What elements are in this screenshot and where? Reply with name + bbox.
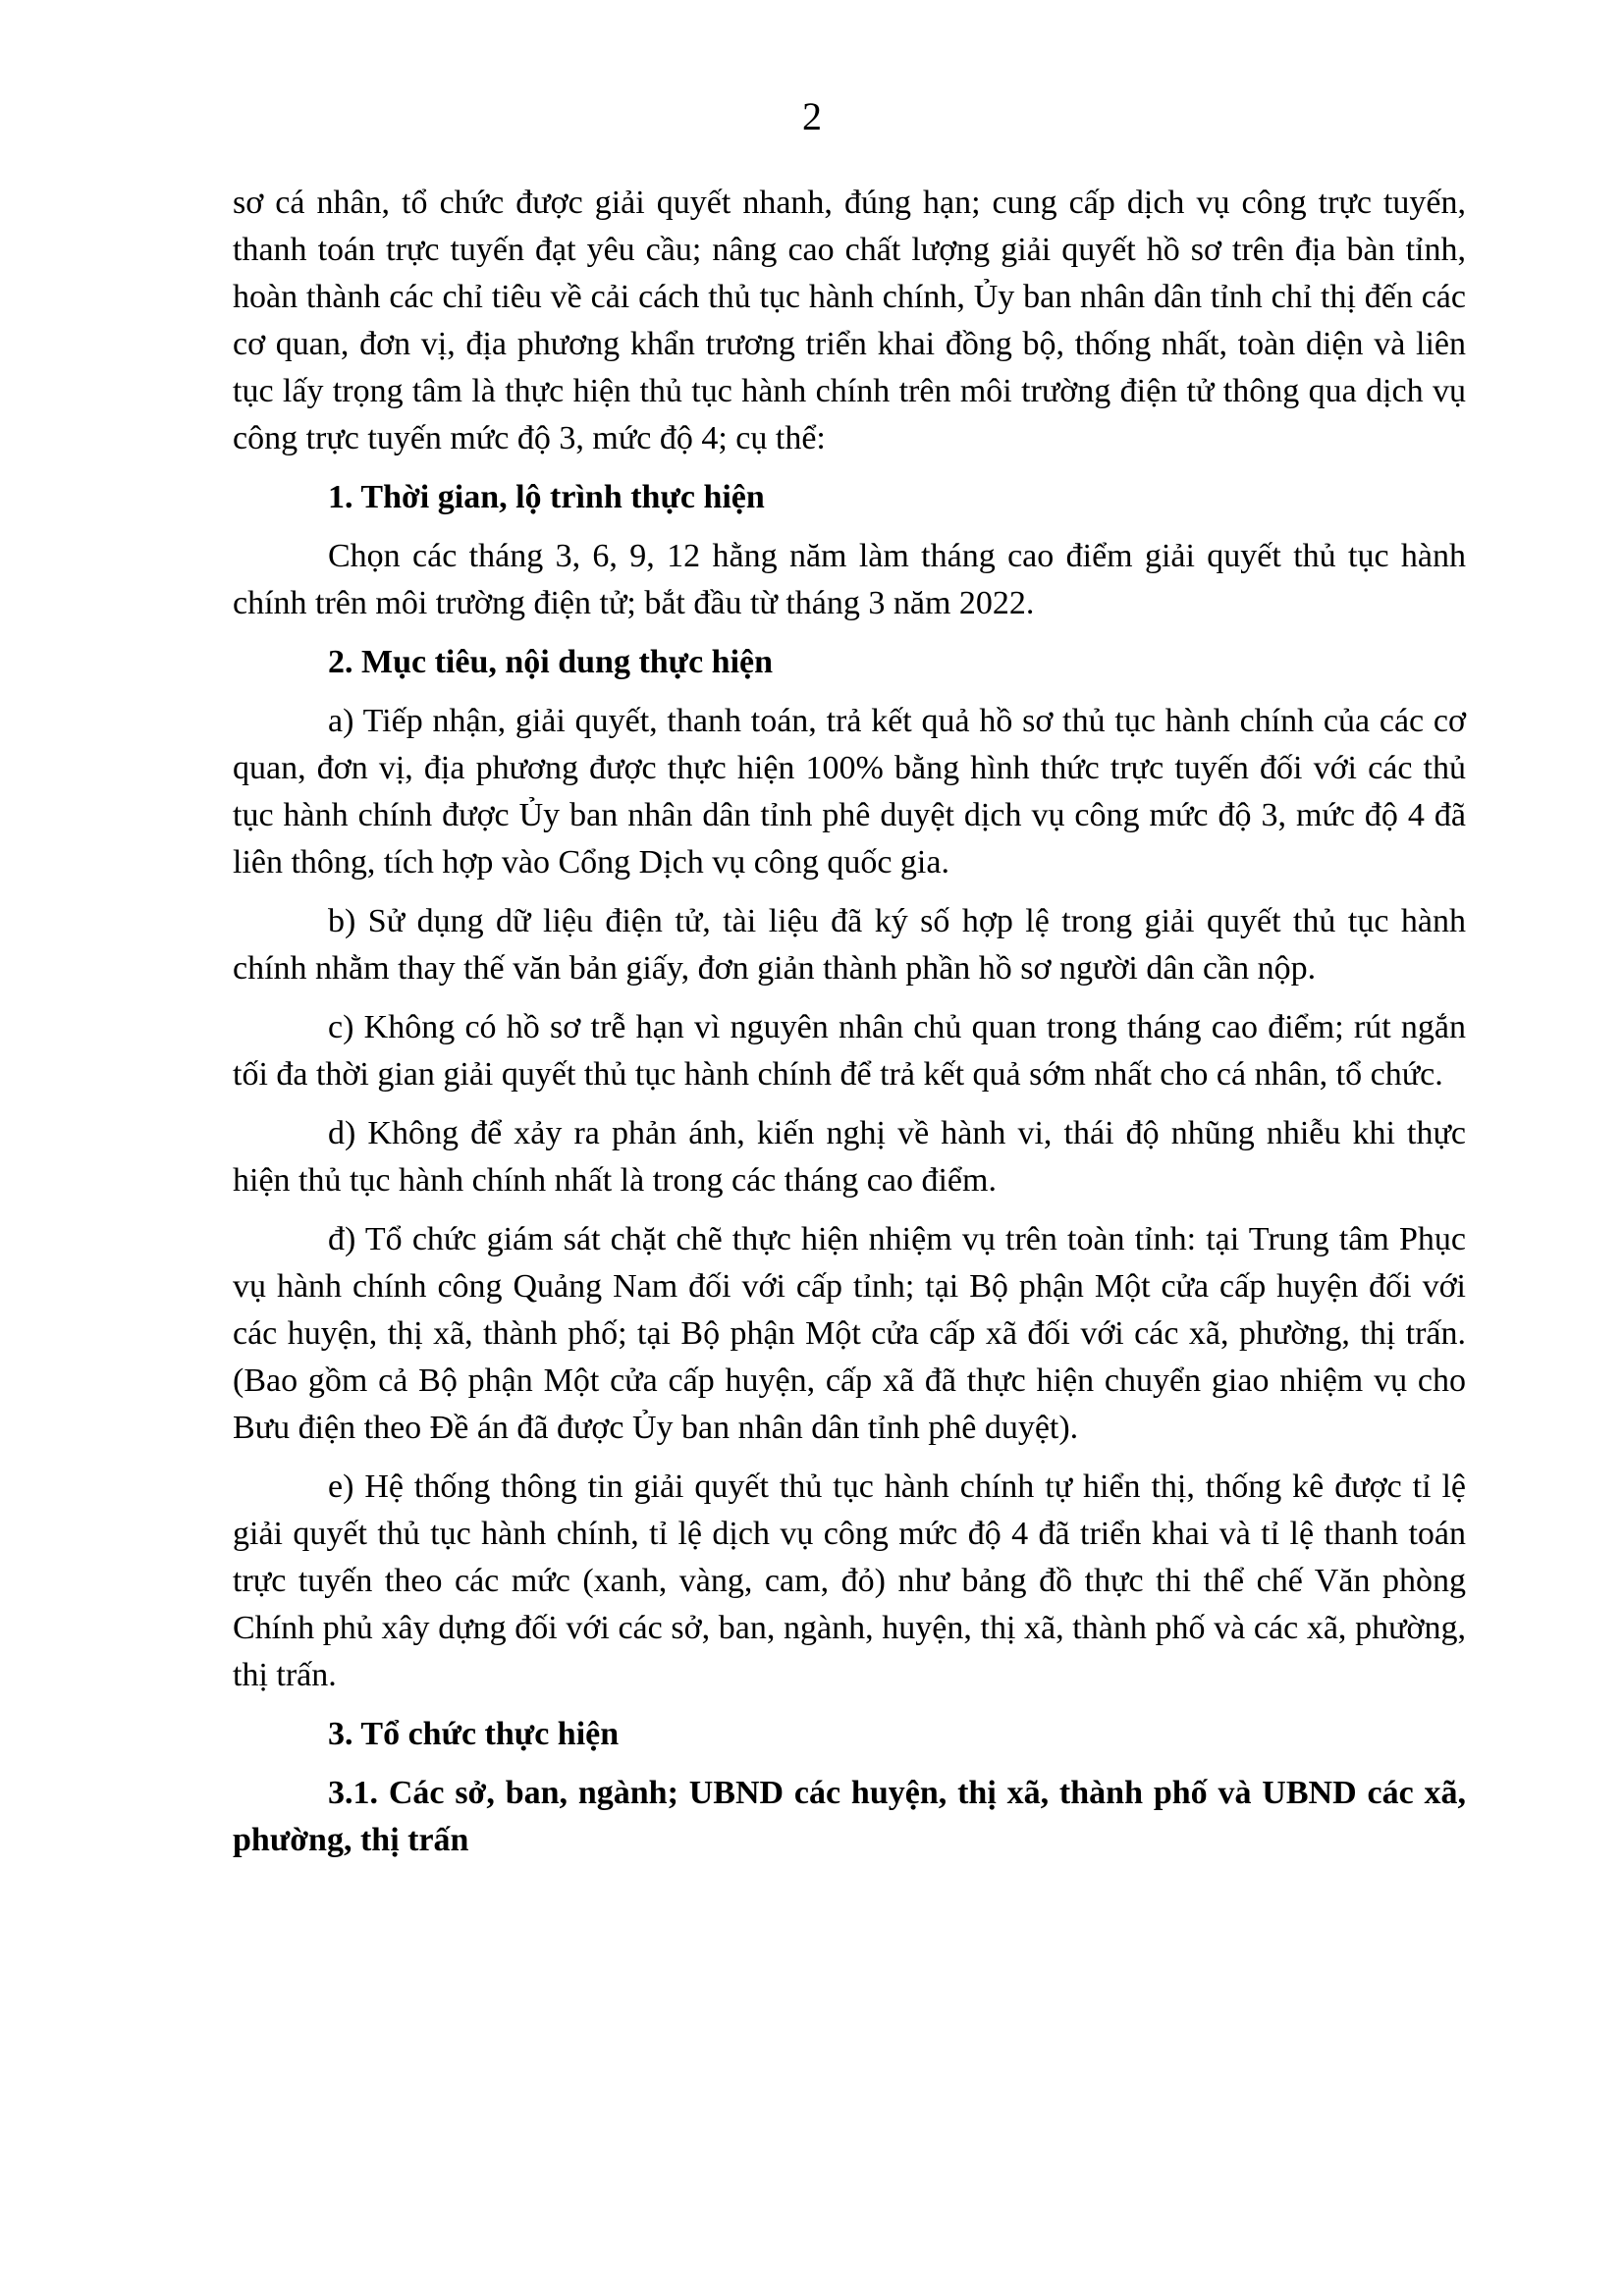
section-1-text: Chọn các tháng 3, 6, 9, 12 hằng năm làm tháng cao điểm giải quyết thủ tục hành chính trên môi trường điện tử; bắt đầu từ tháng 3 năm 2022. — [233, 538, 1466, 621]
section-2-item-dd: đ) Tổ chức giám sát chặt chẽ thực hiện nhiệm vụ trên toàn tỉnh: tại Trung tâm Phục vụ hành chính công Quảng Nam đối với cấp tỉnh; tại Bộ phận Một cửa cấp huyện đối với các huyện, thị xã, thành phố; tại Bộ phận Một cửa cấp xã đối với các xã, phường, thị trấn. (Bao gồm cả Bộ phận Một cửa cấp huyện, cấp xã đã thực hiện chuyển giao nhiệm vụ cho Bưu điện theo Đề án đã được Ủy ban nhân dân tỉnh phê duyệt). — [233, 1221, 1466, 1446]
section-2-item-d: d) Không để xảy ra phản ánh, kiến nghị về hành vi, thái độ nhũng nhiễu khi thực hiện thủ tục hành chính nhất là trong các tháng cao điểm. — [233, 1115, 1466, 1199]
page-number: 2 — [802, 94, 822, 138]
section-2-item-e: e) Hệ thống thông tin giải quyết thủ tục hành chính tự hiển thị, thống kê được tỉ lệ giải quyết thủ tục hành chính, tỉ lệ dịch vụ công mức độ 4 đã triển khai và tỉ lệ thanh toán trực tuyến theo các mức (xanh, vàng, cam, đỏ) như bảng đồ thực thi thể chế Văn phòng Chính phủ xây dựng đối với các sở, ban, ngành, huyện, thị xã, thành phố và các xã, phường, thị trấn. — [233, 1468, 1466, 1693]
section-1-heading: 1. Thời gian, lộ trình thực hiện — [328, 479, 765, 515]
section-2-heading: 2. Mục tiêu, nội dung thực hiện — [328, 644, 774, 680]
section-3-1-heading: 3.1. Các sở, ban, ngành; UBND các huyện, thị xã, thành phố và UBND các xã, phường, thị trấn — [233, 1775, 1466, 1858]
section-2-item-a: a) Tiếp nhận, giải quyết, thanh toán, trả kết quả hồ sơ thủ tục hành chính của các cơ quan, đơn vị, địa phương được thực hiện 100% bằng hình thức trực tuyến đối với các thủ tục hành chính được Ủy ban nhân dân tỉnh phê duyệt dịch vụ công mức độ 3, mức độ 4 đã liên thông, tích hợp vào Cổng Dịch vụ công quốc gia. — [233, 703, 1466, 881]
section-2-item-c: c) Không có hồ sơ trễ hạn vì nguyên nhân chủ quan trong tháng cao điểm; rút ngắn tối đa thời gian giải quyết thủ tục hành chính để trả kết quả sớm nhất cho cá nhân, tổ chức. — [233, 1009, 1466, 1093]
document-body — [233, 180, 1466, 1876]
section-2-item-b: b) Sử dụng dữ liệu điện tử, tài liệu đã ký số hợp lệ trong giải quyết thủ tục hành chính nhằm thay thế văn bản giấy, đơn giản thành phần hồ sơ người dân cần nộp. — [233, 903, 1466, 987]
intro-paragraph: sơ cá nhân, tổ chức được giải quyết nhanh, đúng hạn; cung cấp dịch vụ công trực tuyến, thanh toán trực tuyến đạt yêu cầu; nâng cao chất lượng giải quyết hồ sơ trên địa bàn tỉnh, hoàn thành các chỉ tiêu về cải cách thủ tục hành chính, Ủy ban nhân dân tỉnh chỉ thị đến các cơ quan, đơn vị, địa phương khẩn trương triển khai đồng bộ, thống nhất, toàn diện và liên tục lấy trọng tâm là thực hiện thủ tục hành chính trên môi trường điện tử thông qua dịch vụ công trực tuyến mức độ 3, mức độ 4; cụ thể: — [233, 185, 1466, 456]
section-3-heading: 3. Tổ chức thực hiện — [328, 1716, 620, 1752]
